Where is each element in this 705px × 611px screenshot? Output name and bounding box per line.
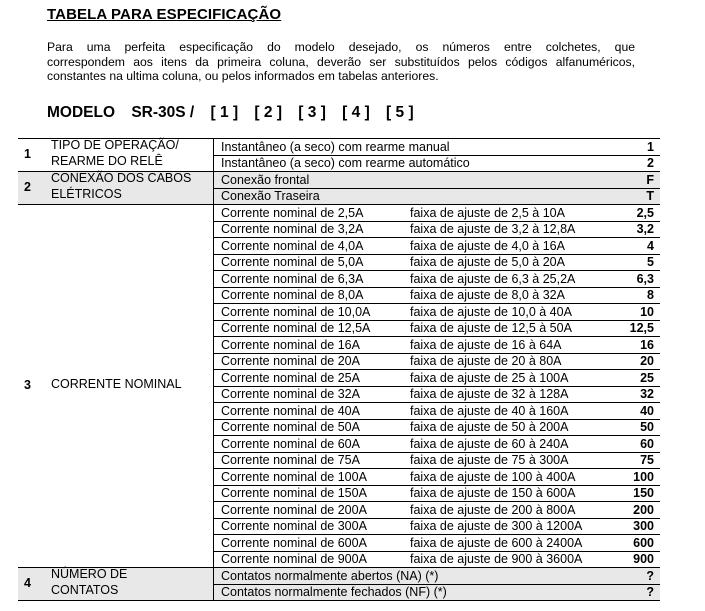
row-description: Corrente nominal de 3,2A — [221, 222, 364, 236]
model-label: MODELO — [47, 104, 116, 121]
row-description: Corrente nominal de 8,0A — [221, 288, 364, 302]
group-category-line: ELÉTRICOS — [51, 186, 122, 201]
row-description: Corrente nominal de 20A — [221, 354, 360, 368]
row-code: ? — [646, 568, 654, 583]
row-description: Corrente nominal de 10,0A — [221, 304, 371, 319]
group-category-line: CONTATOS — [51, 582, 119, 597]
row-description: Corrente nominal de 60A — [221, 436, 360, 451]
row-range: faixa de ajuste de 25 à 100A — [410, 370, 569, 385]
row-description: Corrente nominal de 16A — [221, 337, 360, 352]
row-range: faixa de ajuste de 60 à 240A — [410, 436, 569, 451]
row-code: 100 — [633, 469, 654, 484]
row-code: T — [646, 189, 654, 203]
row-description: Corrente nominal de 200A — [221, 502, 367, 517]
row-code: 60 — [640, 436, 654, 451]
row-description: Contatos normalmente abertos (NA) (*) — [221, 568, 439, 583]
row-range: faixa de ajuste de 12,5 à 50A — [410, 321, 572, 335]
row-code: 75 — [640, 453, 654, 467]
model-slot: [ 3 ] — [298, 104, 326, 121]
group-category-line: NÚMERO DE — [51, 567, 128, 581]
row-description: Corrente nominal de 40A — [221, 403, 360, 418]
row-code: 200 — [633, 502, 654, 517]
model-slot: [ 1 ] — [210, 104, 239, 121]
row-code: 2 — [647, 156, 654, 170]
row-range: faixa de ajuste de 16 à 64A — [410, 337, 562, 352]
group-category — [51, 567, 127, 598]
row-description: Corrente nominal de 100A — [221, 469, 367, 484]
row-code: 50 — [640, 420, 654, 434]
row-range: faixa de ajuste de 100 à 400A — [410, 469, 576, 484]
row-description: Conexão Traseira — [221, 189, 320, 203]
intro-line: Para uma perfeita especificação do modelo desejado, os números entre colchetes, que — [47, 40, 635, 54]
row-description: Corrente nominal de 6,3A — [221, 271, 364, 286]
row-code: 25 — [640, 370, 654, 385]
model-slot: [ 4 ] — [342, 104, 370, 121]
row-code: 5 — [647, 255, 654, 269]
row-description: Contatos normalmente fechados (NF) (*) — [221, 585, 447, 599]
row-code: 900 — [633, 552, 654, 566]
group-number: 4 — [24, 575, 31, 590]
row-description: Conexão frontal — [221, 172, 310, 187]
row-description: Corrente nominal de 600A — [221, 535, 367, 550]
group-category — [51, 171, 191, 202]
row-range: faixa de ajuste de 20 à 80A — [410, 354, 562, 368]
row-range: faixa de ajuste de 300 à 1200A — [410, 519, 583, 533]
row-description: Corrente nominal de 50A — [221, 420, 360, 434]
row-range: faixa de ajuste de 75 à 300A — [410, 453, 569, 467]
row-range: faixa de ajuste de 4,0 à 16A — [410, 238, 565, 253]
row-description: Corrente nominal de 12,5A — [221, 321, 371, 335]
model-slot: [ 2 ] — [254, 104, 282, 121]
group-category-line: CONEXÃO DOS CABOS — [51, 171, 192, 185]
row-description: Corrente nominal de 900A — [221, 552, 367, 566]
row-range: faixa de ajuste de 3,2 à 12,8A — [410, 222, 576, 236]
row-range: faixa de ajuste de 150 à 600A — [410, 486, 576, 500]
row-code: 300 — [633, 519, 654, 533]
row-description: Corrente nominal de 300A — [221, 519, 367, 533]
group-category-line: REARME DO RELÊ — [51, 153, 163, 168]
row-code: F — [646, 172, 654, 187]
row-code: 32 — [640, 387, 654, 401]
page-title: TABELA PARA ESPECIFICAÇÃO — [47, 6, 282, 23]
row-description: Corrente nominal de 75A — [221, 453, 360, 467]
row-code: 40 — [640, 403, 654, 418]
group-number: 3 — [24, 377, 31, 392]
model-slot: [ 5 ] — [386, 104, 414, 121]
group-number: 1 — [24, 146, 31, 161]
row-code: 600 — [633, 535, 654, 550]
row-range: faixa de ajuste de 10,0 à 40A — [410, 304, 572, 319]
group-category — [51, 138, 179, 169]
row-range: faixa de ajuste de 200 à 800A — [410, 502, 576, 517]
row-range: faixa de ajuste de 40 à 160A — [410, 403, 569, 418]
row-description: Corrente nominal de 32A — [221, 387, 360, 401]
row-range: faixa de ajuste de 600 à 2400A — [410, 535, 583, 550]
intro-paragraph — [47, 40, 635, 84]
row-code: 2,5 — [636, 205, 654, 220]
row-range: faixa de ajuste de 32 à 128A — [410, 387, 569, 401]
row-range: faixa de ajuste de 8,0 à 32A — [410, 288, 565, 302]
row-description: Instantâneo (a seco) com rearme manual — [221, 139, 450, 154]
intro-line: correspondem aos itens da primeira coluna, deverão ser substituídos pelos códigos alfanuméricos, — [47, 54, 635, 69]
group-divider — [18, 600, 660, 601]
group-category-line: TIPO DE OPERAÇÃO/ — [51, 138, 179, 152]
row-code: 4 — [647, 238, 654, 253]
row-description: Corrente nominal de 25A — [221, 370, 360, 385]
row-range: faixa de ajuste de 5,0 à 20A — [410, 255, 565, 269]
row-description: Corrente nominal de 2,5A — [221, 205, 364, 220]
group-category — [51, 377, 182, 393]
row-code: ? — [646, 585, 654, 599]
row-code: 1 — [647, 139, 654, 154]
model-code: SR-30S / — [131, 104, 195, 121]
row-code: 16 — [640, 337, 654, 352]
row-description: Corrente nominal de 4,0A — [221, 238, 364, 253]
row-description: Corrente nominal de 5,0A — [221, 255, 364, 269]
row-range: faixa de ajuste de 900 à 3600A — [410, 552, 583, 566]
group-category-line: CORRENTE NOMINAL — [51, 376, 182, 391]
row-range: faixa de ajuste de 50 à 200A — [410, 420, 569, 434]
intro-line: constantes na ultima coluna, ou pelos informados em tabelas anteriores. — [47, 69, 439, 84]
row-code: 20 — [640, 354, 654, 368]
row-code: 6,3 — [636, 271, 654, 286]
row-code: 150 — [633, 486, 654, 500]
row-description: Corrente nominal de 150A — [221, 486, 367, 500]
row-code: 3,2 — [636, 222, 654, 236]
row-code: 8 — [647, 288, 654, 302]
group-number: 2 — [24, 179, 31, 194]
row-range: faixa de ajuste de 2,5 à 10A — [410, 205, 565, 220]
model-code-line — [47, 104, 414, 122]
row-range: faixa de ajuste de 6,3 à 25,2A — [410, 271, 576, 286]
row-description: Instantâneo (a seco) com rearme automático — [221, 156, 470, 170]
row-code: 10 — [640, 304, 654, 319]
row-code: 12,5 — [629, 321, 654, 335]
